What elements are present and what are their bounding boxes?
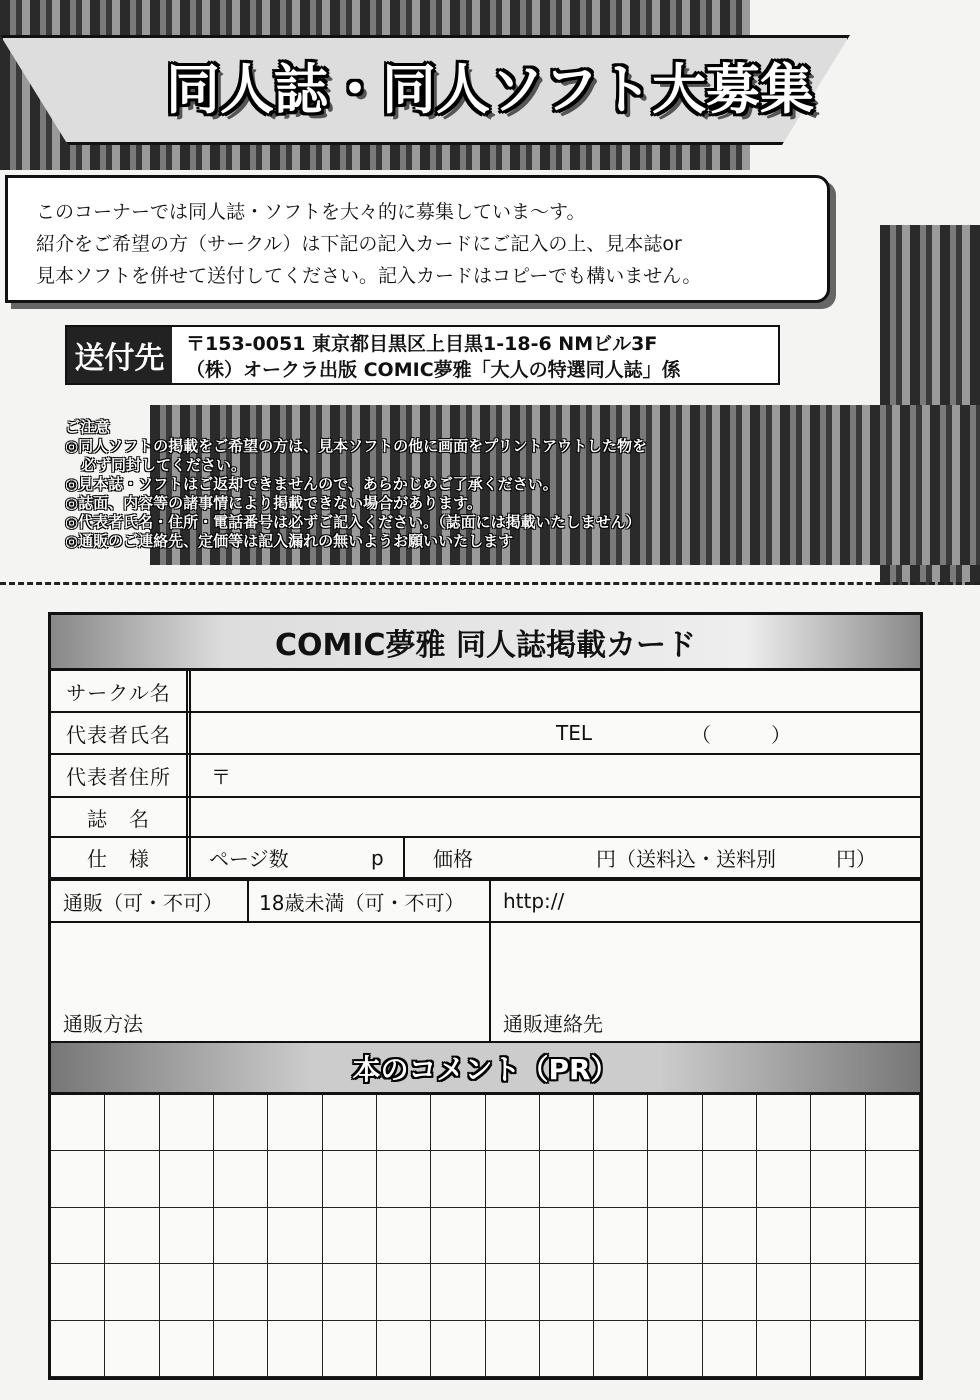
note-item: ◎同人ソフトの掲載をご希望の方は、見本ソフトの他に画面をプリントアウトした物を [65,437,648,455]
under18-option[interactable]: 18歳未満（可・不可） [259,890,465,915]
address-row[interactable] [51,755,920,798]
contact-label: 通販連絡先 [503,1012,603,1036]
circle-row[interactable] [51,671,920,713]
comment-cell[interactable] [105,1208,159,1264]
address-line: （株）オークラ出版 COMIC夢雅「大人の特選同人誌」係 [186,359,681,381]
comment-cell[interactable] [323,1208,377,1264]
note-item: ◎代表者氏名・住所・電話番号は必ずご記入ください。（誌面には掲載いたしません） [65,513,641,531]
comment-cell[interactable] [811,1321,865,1377]
comment-cell[interactable] [51,1264,105,1320]
intro-line: 見本ソフトを併せて送付してください。記入カードはコピーでも構いません。 [36,265,702,287]
address-line: 〒153-0051 東京都目黒区上目黒1-18-6 NMビル3F [186,333,658,355]
mailorder-details-row [51,923,920,1043]
comment-cell[interactable] [51,1095,105,1151]
notes [65,418,647,551]
comment-cell[interactable] [105,1095,159,1151]
comment-cell[interactable] [648,1151,702,1207]
comment-cell[interactable] [866,1264,920,1320]
comment-cell[interactable] [51,1151,105,1207]
comment-cell[interactable] [323,1151,377,1207]
title-row[interactable] [51,798,920,838]
comment-cell[interactable] [648,1321,702,1377]
intro-line: このコーナーでは同人誌・ソフトを大々的に募集していま～す。 [36,201,586,223]
comment-cell[interactable] [486,1321,540,1377]
comment-grid[interactable] [51,1095,920,1377]
comment-cell[interactable] [866,1208,920,1264]
comment-cell[interactable] [811,1095,865,1151]
circle-label: サークル名 [51,671,191,711]
comment-cell[interactable] [160,1321,214,1377]
title-label: 誌 名 [51,798,191,836]
comment-cell[interactable] [214,1321,268,1377]
comment-cell[interactable] [648,1264,702,1320]
comment-cell[interactable] [268,1151,322,1207]
address-box [65,325,780,385]
price-label: 価格 [433,847,473,871]
options-row [51,881,920,923]
intro-line: 紹介をご希望の方（サークル）は下記の記入カードにご記入の上、見本誌or [36,233,682,255]
comment-cell[interactable] [811,1151,865,1207]
comment-cell[interactable] [703,1208,757,1264]
representative-row[interactable] [51,713,920,755]
comment-cell[interactable] [540,1095,594,1151]
intro-box [5,175,830,303]
note-item: ◎誌面、内容等の諸事情により掲載できない場合があります。 [65,494,482,512]
comment-cell[interactable] [757,1264,811,1320]
comment-cell[interactable] [323,1264,377,1320]
comment-cell[interactable] [486,1264,540,1320]
comment-cell[interactable] [268,1095,322,1151]
comment-cell[interactable] [160,1264,214,1320]
comment-cell[interactable] [594,1208,648,1264]
comment-cell[interactable] [431,1264,485,1320]
comment-cell[interactable] [268,1264,322,1320]
url-prefix: http:// [503,889,565,913]
entry-card [48,612,923,1380]
comment-cell[interactable] [323,1321,377,1377]
mailorder-option[interactable]: 通販（可・不可） [63,890,223,915]
comment-cell[interactable] [105,1151,159,1207]
comment-cell[interactable] [594,1151,648,1207]
comment-cell[interactable] [51,1208,105,1264]
comment-cell[interactable] [540,1321,594,1377]
comment-cell[interactable] [214,1095,268,1151]
comment-cell[interactable] [757,1321,811,1377]
comment-cell[interactable] [866,1321,920,1377]
tel-label: TEL [556,721,592,745]
postal-mark: 〒 [211,765,231,789]
comment-cell[interactable] [214,1151,268,1207]
comment-cell[interactable] [540,1264,594,1320]
comment-cell[interactable] [703,1321,757,1377]
comment-cell[interactable] [268,1208,322,1264]
spec-label: 仕 様 [51,838,191,877]
comment-cell[interactable] [703,1095,757,1151]
comment-cell[interactable] [866,1095,920,1151]
comment-cell[interactable] [594,1321,648,1377]
comment-cell[interactable] [431,1321,485,1377]
comment-cell[interactable] [377,1095,431,1151]
comment-cell[interactable] [377,1264,431,1320]
spec-row [51,838,920,881]
page-title: 同人誌・同人ソフト大募集 [166,58,814,121]
comment-cell[interactable] [811,1264,865,1320]
tel-parens: （ ） [691,722,791,747]
comment-cell[interactable] [377,1321,431,1377]
comment-cell[interactable] [431,1095,485,1151]
comment-cell[interactable] [486,1151,540,1207]
address-field-label: 代表者住所 [51,755,191,796]
price-text: 円（送料込・送料別 円） [596,847,876,871]
comment-cell[interactable] [160,1208,214,1264]
comment-cell[interactable] [377,1208,431,1264]
comment-cell[interactable] [757,1095,811,1151]
method-label: 通販方法 [63,1012,143,1036]
comment-cell[interactable] [431,1151,485,1207]
comment-cell[interactable] [648,1095,702,1151]
comment-cell[interactable] [160,1151,214,1207]
comment-cell[interactable] [105,1321,159,1377]
comment-cell[interactable] [594,1095,648,1151]
notes-heading: ご注意 [65,418,111,436]
comment-cell[interactable] [51,1321,105,1377]
representative-label: 代表者氏名 [51,713,191,753]
comment-cell[interactable] [486,1208,540,1264]
comment-cell[interactable] [323,1095,377,1151]
comment-cell[interactable] [811,1208,865,1264]
comment-cell[interactable] [757,1151,811,1207]
note-item: ◎通販のご連絡先、定価等は記入漏れの無いようお願いいたします [65,532,514,550]
comment-cell[interactable] [703,1151,757,1207]
comment-cell[interactable] [377,1151,431,1207]
comment-cell[interactable] [757,1208,811,1264]
address-label: 送付先 [67,327,172,383]
comment-header [51,1043,920,1095]
comment-cell[interactable] [214,1208,268,1264]
comment-cell[interactable] [431,1208,485,1264]
comment-cell[interactable] [105,1264,159,1320]
comment-cell[interactable] [214,1264,268,1320]
pages-unit: p [371,845,384,870]
comment-cell[interactable] [540,1208,594,1264]
comment-cell[interactable] [594,1264,648,1320]
comment-cell[interactable] [648,1208,702,1264]
comment-cell[interactable] [486,1095,540,1151]
note-item: ◎見本誌・ソフトはご返却できませんので、あらかじめご了承ください。 [65,475,558,493]
cut-line [0,582,980,585]
comment-title: 本のコメント（PR） [352,1052,619,1086]
note-item: 必ず同封してください。 [81,456,247,474]
comment-cell[interactable] [703,1264,757,1320]
comment-cell[interactable] [540,1151,594,1207]
pages-label: ページ数 [209,847,289,871]
card-title: COMIC夢雅 同人誌掲載カード [51,615,920,671]
comment-cell[interactable] [160,1095,214,1151]
comment-cell[interactable] [268,1321,322,1377]
comment-cell[interactable] [866,1151,920,1207]
